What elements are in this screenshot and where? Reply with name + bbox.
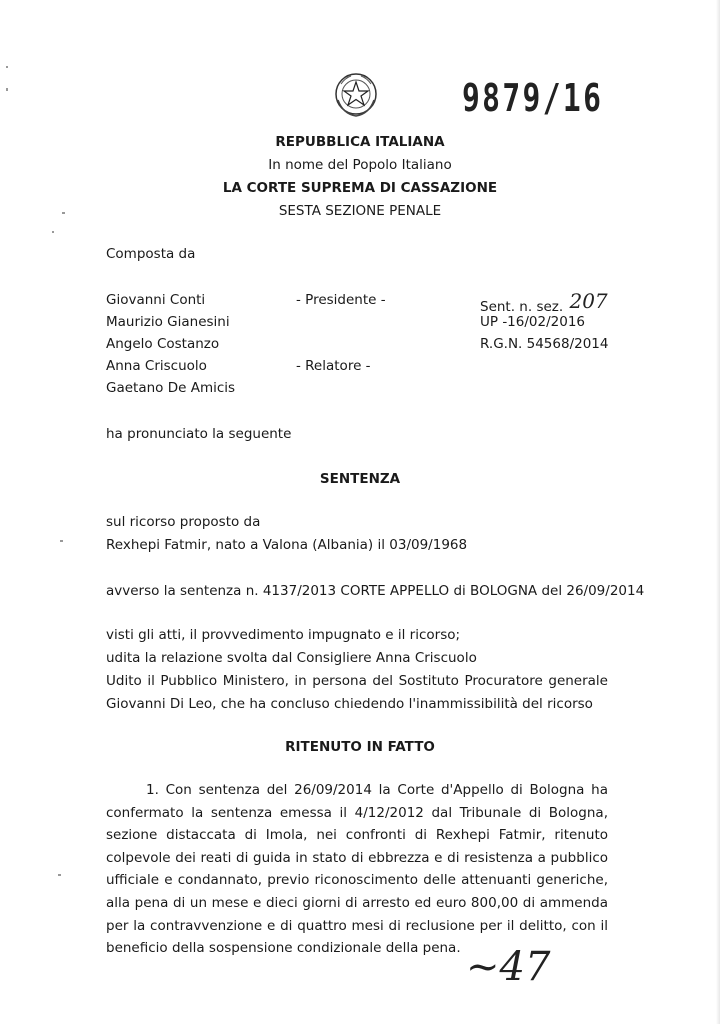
judge-name: Giovanni Conti — [106, 292, 206, 308]
proceedings-line: visti gli atti, il provvedimento impugnato e il ricorso; — [106, 627, 461, 643]
sent-label: Sent. n. sez. — [480, 299, 564, 315]
judge-role: - Relatore - — [296, 358, 371, 374]
proceedings-line: Udito il Pubblico Ministero, in persona del Sostituto Procuratore generale — [106, 673, 608, 689]
judge-name: Gaetano De Amicis — [106, 380, 236, 396]
scan-speck — [6, 88, 8, 91]
judge-name: Anna Criscuolo — [106, 358, 207, 374]
facts-paragraph: 1. Con sentenza del 26/09/2014 la Corte d'Appello di Bologna ha confermato la sentenza emessa il 4/12/2012 dal Tribunale di Bologna, sezione distaccata di Imola, nei confronti di Rexhepi Fatmir, ritenuto colpevole dei reati di guida in stato di ebbrezza e di resistenza a pubblico ufficiale e condannato, previo riconoscimento delle attenuanti generiche, alla pena di un mese e dieci giorni di arresto ed euro 800,00 di ammenda per la contravvenzione e di quattro mesi di reclusione per il delitto, con il beneficio della sospensione condizionale della pena. — [106, 782, 608, 957]
court-section: SESTA SEZIONE PENALE — [278, 203, 442, 219]
scan-edge — [716, 0, 720, 1024]
proceedings-line: Giovanni Di Leo, che ha concluso chiedendo l'inammissibilità del ricorso — [106, 696, 593, 712]
court-name: LA CORTE SUPREMA DI CASSAZIONE — [222, 180, 498, 196]
sentence-heading: SENTENZA — [319, 471, 401, 487]
sentence-number-handwritten: 207 — [569, 289, 608, 313]
scan-speck — [60, 540, 63, 542]
hearing-date: UP -16/02/2016 — [480, 314, 585, 330]
scan-speck — [58, 874, 61, 876]
pronounced-text: ha pronunciato la seguente — [106, 426, 292, 442]
appealed-judgment-line: avverso la sentenza n. 4137/2013 CORTE APPELLO di BOLOGNA del 26/09/2014 — [106, 583, 645, 599]
header-subtitle: In nome del Popolo Italiano — [268, 157, 452, 173]
judge-role: - Presidente - — [296, 292, 386, 308]
italian-republic-emblem-icon — [333, 70, 379, 120]
judge-name: Maurizio Gianesini — [106, 314, 230, 330]
general-registry-number: R.G.N. 54568/2014 — [480, 336, 609, 352]
handwritten-initials: ~47 — [466, 944, 551, 990]
judge-name: Angelo Costanzo — [106, 336, 220, 352]
header-title: REPUBBLICA ITALIANA — [275, 134, 445, 150]
sentence-number-label — [480, 289, 608, 316]
appeal-line: sul ricorso proposto da — [106, 514, 261, 530]
composition-intro: Composta da — [106, 246, 196, 262]
appellant-line: Rexhepi Fatmir, nato a Valona (Albania) il 03/09/1968 — [106, 537, 468, 553]
proceedings-line: udita la relazione svolta dal Consigliere Anna Criscuolo — [106, 650, 477, 666]
registry-number-stamp: 9879/16 — [462, 76, 604, 120]
scan-speck — [6, 66, 8, 68]
scan-speck — [52, 231, 54, 233]
facts-heading: RITENUTO IN FATTO — [285, 739, 435, 755]
